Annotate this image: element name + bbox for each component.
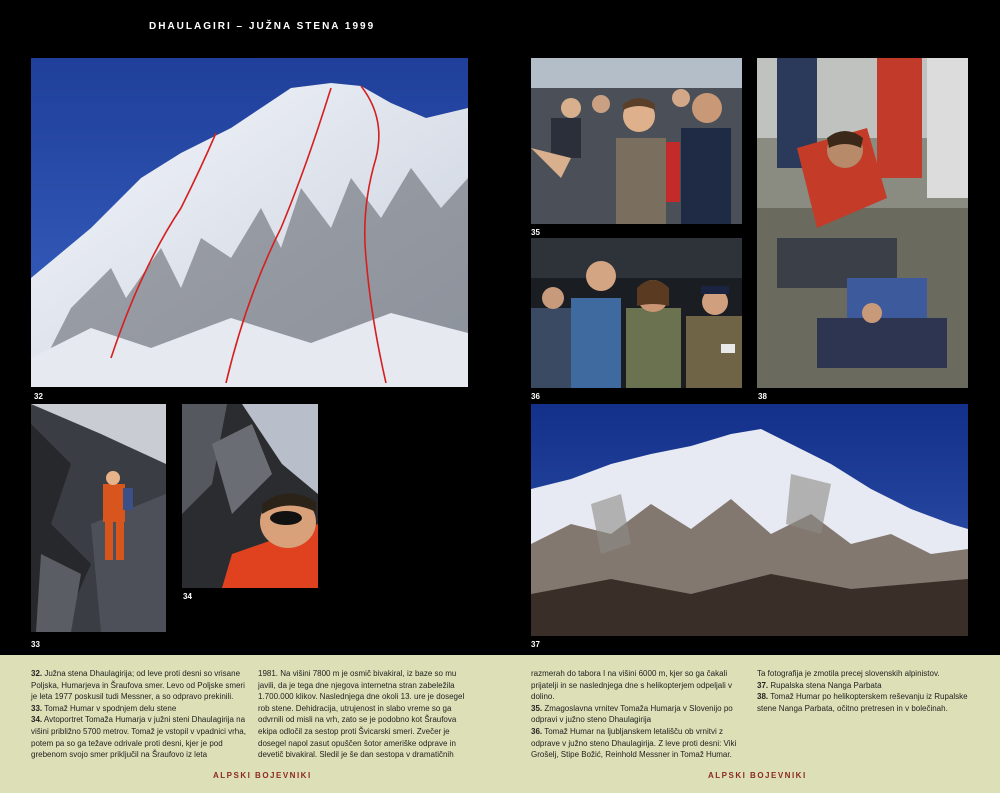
caption-34-end: razmerah do tabora I na višini 6000 m, kjer so ga čakali prijatelji in se naslednjega dne s helikopterjem odpeljali v dolino.	[531, 669, 733, 702]
photo-ljubljana-airport-group	[531, 238, 742, 388]
caption-column-1	[31, 668, 246, 761]
caption-column-4	[757, 668, 969, 714]
photo-number-38: 38	[758, 392, 767, 401]
photo-number-36: 36	[531, 392, 540, 401]
photo-number-35: 35	[531, 228, 540, 237]
photo-number-37: 37	[531, 640, 540, 649]
caption-34-continued: 1981. Na višini 7800 m je osmič bivakiral, iz baze so mu javili, da je tega dne njegova internetna stran zabeležila 1.700.000 klikov. Naslednjega dne okoli 13. ure je dosegel rob stene. Dehidracija, utrujenost in slabo vreme so ga odvrnili od misli na vrh, zato se je podobno kot Šraufova ekipa odločil za sestop proti Švicarski smeri. Zvečer je dosegel napol zasut opuščen šotor ameriške odprave in devetič bivakiral. Sledil je še dan sestopa v dramatičnih	[258, 669, 465, 760]
page-header-title: DHAULAGIRI – JUŽNA STENA 1999	[149, 21, 376, 32]
photo-number-34: 34	[183, 592, 192, 601]
caption-column-2	[258, 668, 468, 761]
photo-after-helicopter-rescue	[757, 58, 968, 388]
photo-triumphant-return	[531, 58, 742, 224]
caption-34: 34. Avtoportret Tomaža Humarja v južni steni Dhaulagirija na višini približno 5700 metrov. Tomaž je vstopil v vpadnici vrha, potem pa so ga težave odrivale proti desni, kjer je pod grebenom svojo smer priključil na Šraufovo iz leta	[31, 715, 246, 760]
caption-37: 37. Rupalska stena Nanga Parbata	[757, 680, 882, 690]
caption-35: 35. Zmagoslavna vrnitev Tomaža Humarja v Slovenijo po odpravi v južno steno Dhaulagirija	[531, 703, 733, 725]
footer-left: ALPSKI BOJEVNIKI	[213, 771, 312, 780]
caption-column-3	[531, 668, 741, 761]
photo-dhaulagiri-south-face	[31, 58, 468, 387]
caption-38: 38. Tomaž Humar po helikopterskem reševanju iz Rupalske stene Nanga Parbata, očitno pretresen in v bolečinah.	[757, 692, 968, 713]
footer-right: ALPSKI BOJEVNIKI	[708, 771, 807, 780]
photo-self-portrait-humar	[182, 404, 318, 588]
caption-36-end: Ta fotografija je zmotila precej slovenskih alpinistov.	[757, 669, 940, 678]
photo-climber-lower-face	[31, 404, 166, 632]
photo-rupal-face-nanga-parbat	[531, 404, 968, 636]
photo-number-33: 33	[31, 640, 40, 649]
photo-number-32: 32	[34, 392, 43, 401]
caption-36: 36. Tomaž Humar na ljubljanskem letališču ob vrnitvi z odprave v južno steno Dhaulagirija. Z leve proti desni: Viki Grošelj, Stipe Božić, Reinhold Messner in Tomaž Humar.	[531, 726, 737, 760]
caption-33: 33. Tomaž Humar v spodnjem delu stene	[31, 703, 177, 713]
caption-32: 32. Južna stena Dhaulagirija; od leve proti desni so vrisane Poljska, Humarjeva in Šraufova smer. Levo od Poljske smeri je leta 1977 poskusil tudi Messner, a so odpravo prekinili.	[31, 669, 245, 702]
